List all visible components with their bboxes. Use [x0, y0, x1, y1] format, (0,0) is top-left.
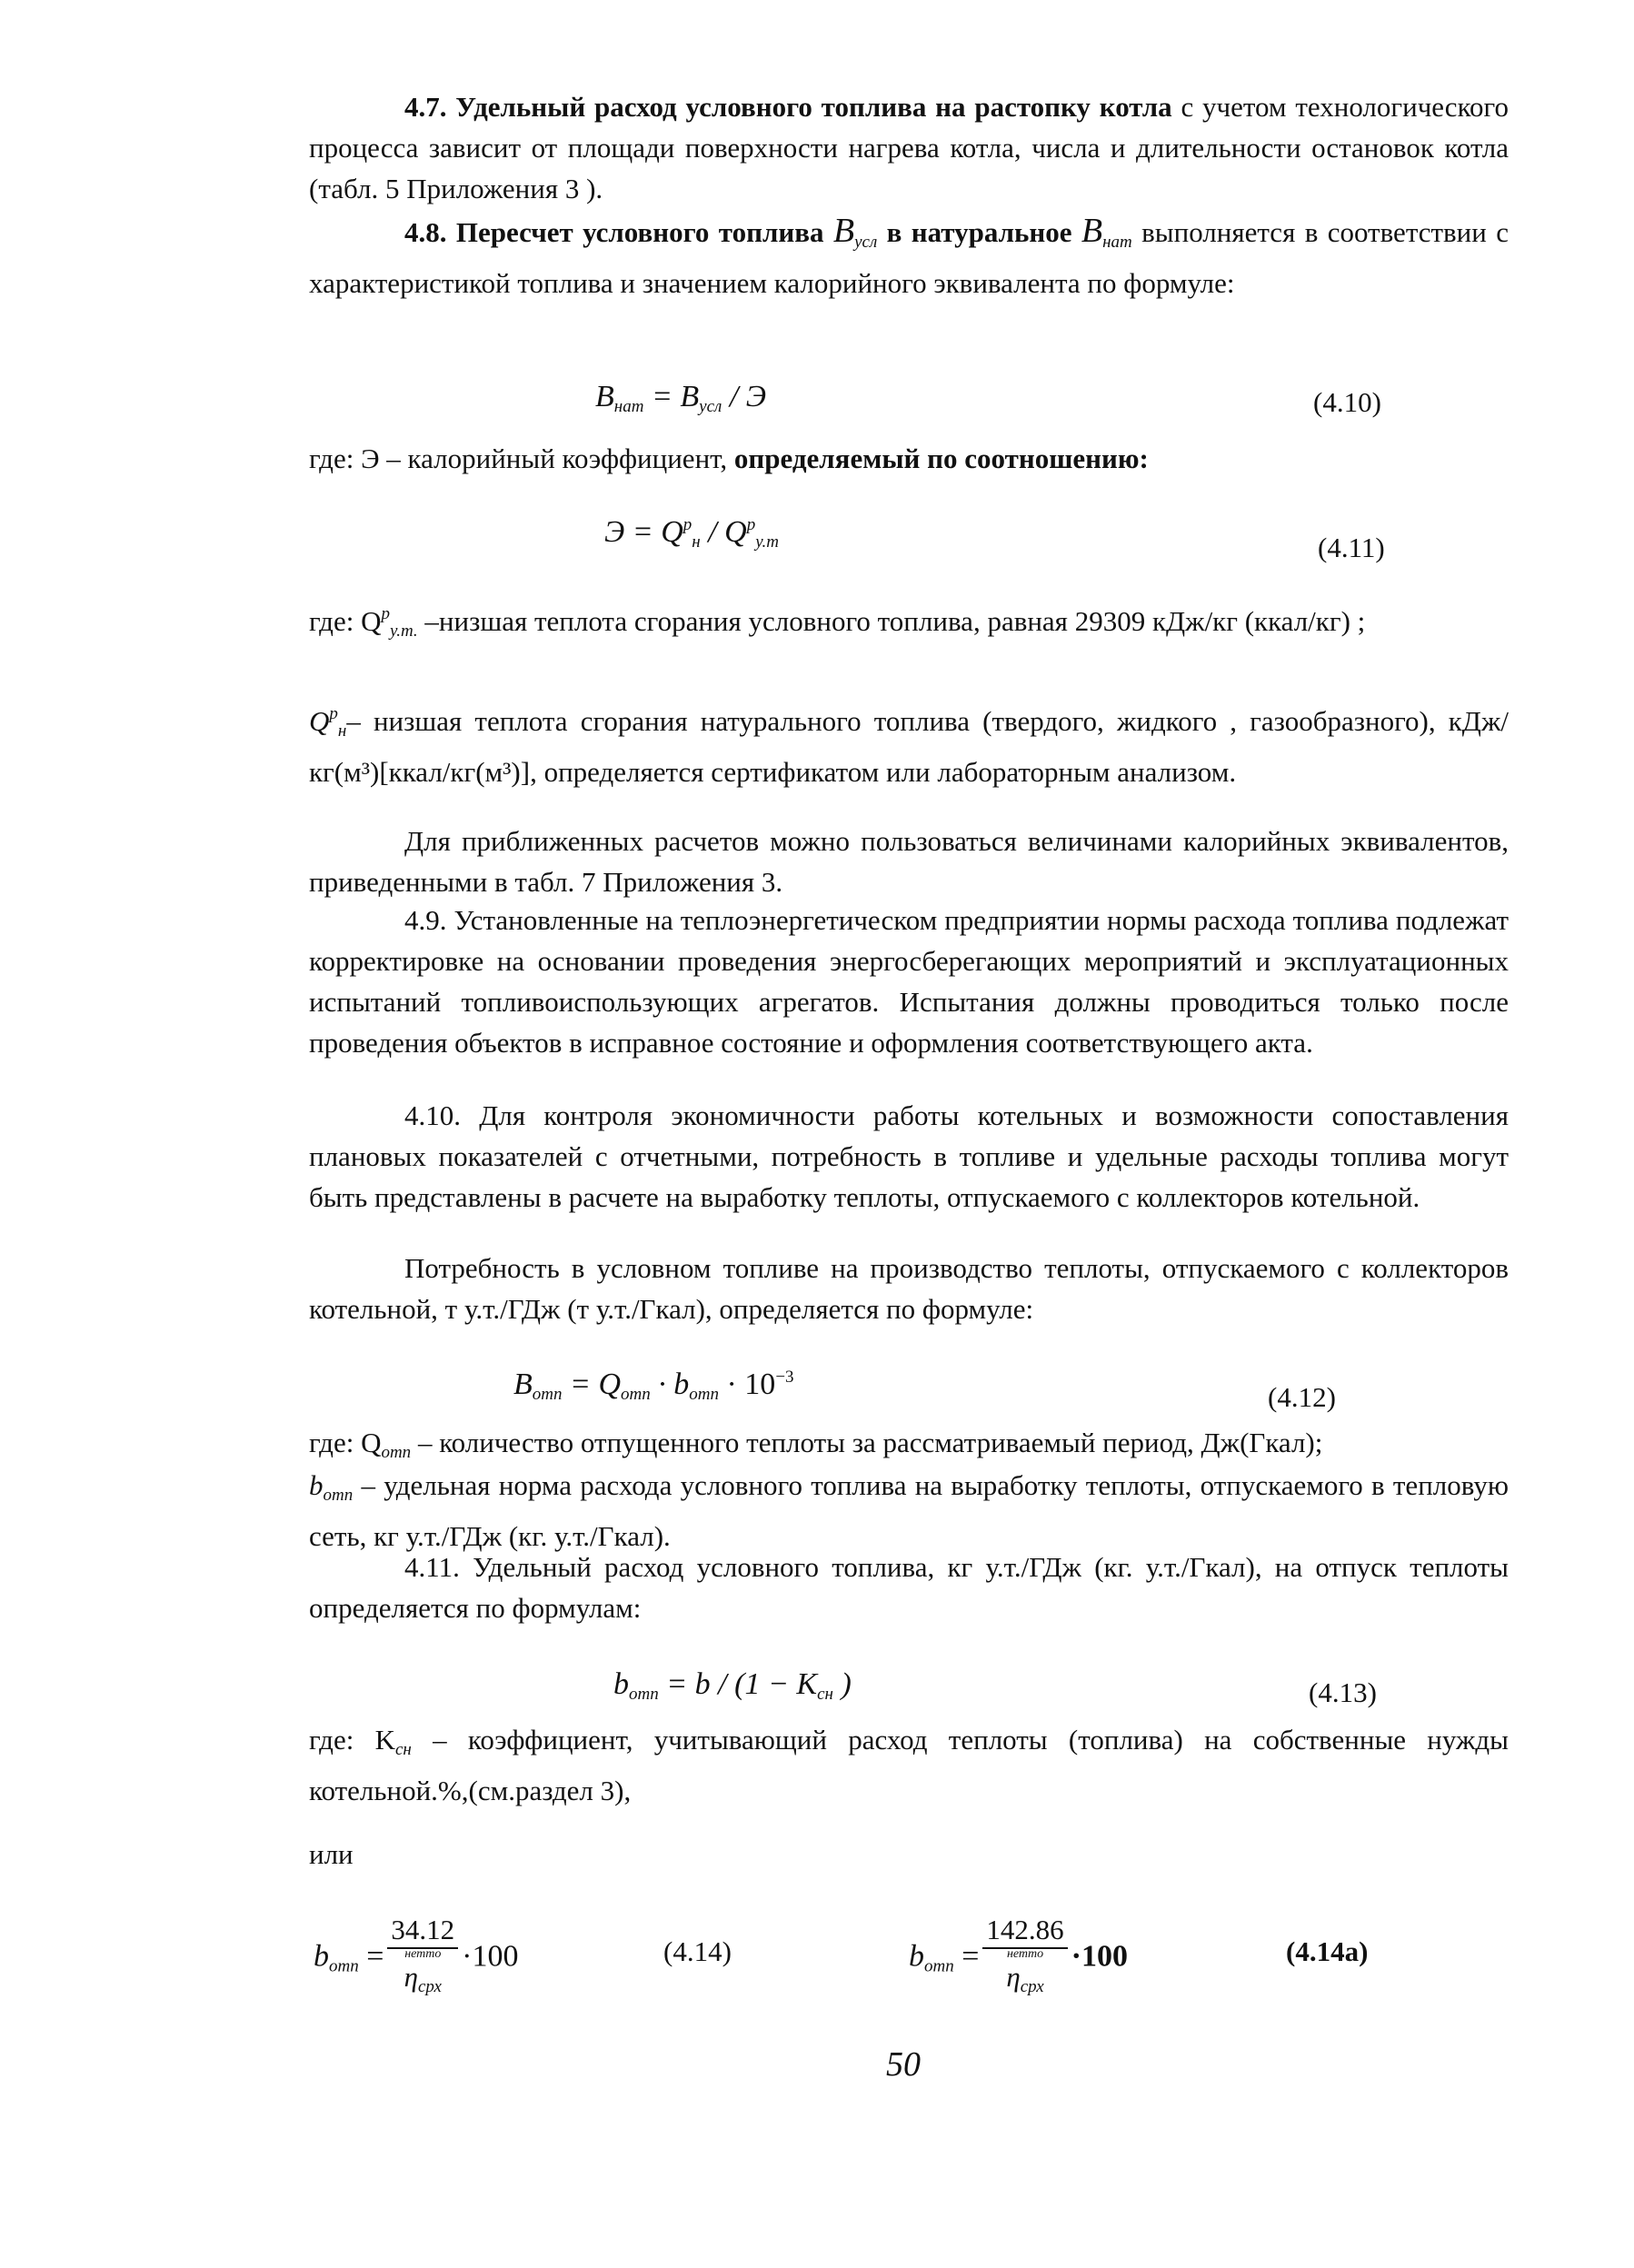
definition-k-sn: где: Kсн – коэффициент, учитывающий расход теплоты (топлива) на собственные нужды котельной.%,(см.раздел 3),	[309, 1724, 1509, 1806]
section-4-7-heading: 4.7. Удельный расход условного топлива на растопку котла	[404, 91, 1172, 123]
definition-q-ut: где: $Q^ру.т$. –низшая теплота сгорания условного топлива, равная 29309 кДж/кг (ккал/кг) ;	[309, 604, 1366, 641]
formula-4-12-number: (4.12)	[1268, 1381, 1336, 1413]
definition-b-otp: bотп – удельная норма расхода условного топлива на выработку теплоты, отпускаемого в тепловую сеть, кг у.т./ГДж (кг. у.т./Гкал).	[309, 1469, 1509, 1552]
section-4-7	[309, 86, 1509, 209]
formula-4-13-number: (4.13)	[1309, 1676, 1377, 1708]
formula-4-12: Bотп = Qотп · bотп · $10^{-3}$	[513, 1368, 794, 1404]
where-4-10: где: Э – калорийный коэффициент, определяемый по соотношению:	[309, 443, 1149, 474]
section-4-8-heading: 4.8. Пересчет условного топлива	[404, 216, 824, 248]
formula-4-10: Bнат = Bусл / Э	[595, 380, 767, 416]
formula-4-11: $Э = Q^рн / Q^ру.т$	[604, 515, 779, 552]
section-4-10: 4.10. Для контроля экономичности работы котельных и возможности сопоставления плановых показателей с отчетными, потребность в топливе и удельные расходы топлива могут быть представлены в расчете на выработку теплоты, отпускаемого с коллекторов котельной.	[309, 1099, 1509, 1213]
page-number: 50	[886, 2045, 921, 2084]
section-4-9: 4.9. Установленные на теплоэнергетическом предприятии нормы расхода топлива подлежат корректировке на основании проведения энергосберегающих мероприятий и эксплуатационных испытаний топливоиспользующих агрегатов. Испытания должны проводиться только после проведения объектов в исправное состояние и оформления соответствующего акта.	[309, 904, 1509, 1059]
formula-4-14a-number: (4.14а)	[1286, 1935, 1369, 1967]
formula-4-13: bотп = b / (1 − Kсн )	[613, 1667, 852, 1704]
formula-4-14a: bотп = 142.86 нетто ηсрх ·100	[909, 1914, 1129, 1996]
formula-4-10-number: (4.10)	[1313, 386, 1381, 418]
formula-4-14: bотп = 34.12 нетто ηсрх ·100	[314, 1914, 519, 1996]
section-4-11: 4.11. Удельный расход условного топлива, кг у.т./ГДж (кг. у.т./Гкал), на отпуск теплоты определяется по формулам:	[309, 1551, 1509, 1624]
paragraph-need: Потребность в условном топливе на производство теплоты, отпускаемого с коллекторов котельной, т у.т./ГДж (т у.т./Гкал), определяется по формуле:	[309, 1252, 1509, 1325]
word-ili: или	[309, 1838, 354, 1870]
section-4-8-text: выполняется в соответствии с характеристикой топлива и значением калорийного эквивалента по формуле:	[309, 216, 1509, 299]
definition-q-n: $Q^рн-$ низшая теплота сгорания натурального топлива (твердого, жидкого , газообразного), кДж/кг(м³)[ккал/кг(м³)], определяется сертификатом или лабораторным анализом.	[309, 704, 1509, 788]
paragraph-approx: Для приближенных расчетов можно пользоваться величинами калорийных эквивалентов, приведенными в табл. 7 Приложения 3.	[309, 825, 1509, 898]
section-4-8: 4.8. Пересчет условного топлива Bусл в натуральное Bнат выполняется в соответствии с характеристикой топлива и значением калорийного эквивалента по формуле:	[309, 212, 1509, 299]
definition-q-otp: где: Qотп – количество отпущенного теплоты за рассматриваемый период, Дж(Гкал);	[309, 1427, 1323, 1462]
formula-4-14-number: (4.14)	[663, 1935, 732, 1967]
section-4-7-text: с учетом технологического процесса зависит от площади поверхности нагрева котла, числа и длительности остановок котла (табл. 5 Приложения 3 ).	[309, 91, 1509, 204]
formula-4-11-number: (4.11)	[1318, 532, 1385, 563]
